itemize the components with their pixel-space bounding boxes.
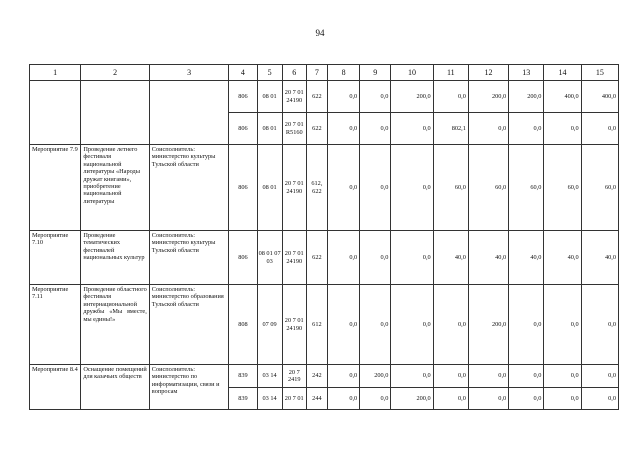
executor-cell: Соисполнитель: министерство культуры Тульской области — [149, 231, 229, 285]
value-cell: 40,0 — [468, 231, 508, 285]
value-cell: 0,0 — [544, 388, 581, 410]
grbs-cell: 806 — [229, 231, 257, 285]
value-cell: 0,0 — [433, 285, 468, 365]
value-cell: 200,0 — [509, 81, 544, 113]
measure-cell: Мероприятие 7.11 — [30, 285, 81, 365]
measure-cell — [30, 81, 81, 145]
column-header: 10 — [391, 65, 433, 81]
value-cell: 60,0 — [468, 145, 508, 231]
value-cell: 0,0 — [327, 231, 359, 285]
measure-name-cell: Проведение областного фестиваля интернациональной дружбы «Мы вместе, мы едины!» — [81, 285, 149, 365]
value-cell: 0,0 — [360, 285, 391, 365]
value-cell: 0,0 — [544, 113, 581, 145]
value-cell: 0,0 — [327, 388, 359, 410]
value-cell: 0,0 — [360, 81, 391, 113]
value-cell: 40,0 — [544, 231, 581, 285]
value-cell: 0,0 — [391, 285, 433, 365]
csr-cell: 20 7 01 R5160 — [282, 113, 306, 145]
grbs-cell: 839 — [229, 365, 257, 388]
measure-name-cell — [81, 81, 149, 145]
value-cell: 0,0 — [391, 113, 433, 145]
table-row — [30, 145, 619, 231]
measure-name-text: Проведение летнего фестиваля национальной литературы «Народы дружат книгами», приобретение национальной литературы — [83, 146, 140, 205]
value-cell: 400,0 — [581, 81, 618, 113]
value-cell: 60,0 — [509, 145, 544, 231]
vr-cell: 622 — [306, 231, 327, 285]
value-cell: 0,0 — [509, 285, 544, 365]
value-cell: 40,0 — [509, 231, 544, 285]
value-cell: 0,0 — [360, 388, 391, 410]
value-cell: 0,0 — [360, 113, 391, 145]
grbs-cell: 806 — [229, 81, 257, 113]
column-header: 11 — [433, 65, 468, 81]
table-row — [30, 231, 619, 285]
value-cell: 0,0 — [391, 231, 433, 285]
value-cell: 0,0 — [327, 81, 359, 113]
value-cell: 0,0 — [468, 365, 508, 388]
measure-cell: Мероприятие 7.10 — [30, 231, 81, 285]
measure-cell: Мероприятие 7.9 — [30, 145, 81, 231]
table-row — [30, 285, 619, 365]
csr-cell: 20 7 01 24190 — [282, 231, 306, 285]
grbs-cell: 808 — [229, 285, 257, 365]
column-header: 6 — [282, 65, 306, 81]
column-header: 7 — [306, 65, 327, 81]
value-cell: 200,0 — [391, 81, 433, 113]
value-cell: 200,0 — [468, 81, 508, 113]
section-cell: 08 01 07 03 — [257, 231, 282, 285]
value-cell: 0,0 — [544, 285, 581, 365]
value-cell: 200,0 — [360, 365, 391, 388]
value-cell: 0,0 — [360, 145, 391, 231]
vr-cell: 612, 622 — [306, 145, 327, 231]
section-cell: 03 14 — [257, 365, 282, 388]
vr-cell: 622 — [306, 81, 327, 113]
value-cell: 0,0 — [468, 113, 508, 145]
value-cell: 0,0 — [544, 365, 581, 388]
value-cell: 40,0 — [433, 231, 468, 285]
executor-cell — [149, 81, 229, 145]
executor-cell: Соисполнитель: министерство культуры Тульской области — [149, 145, 229, 231]
value-cell: 0,0 — [327, 113, 359, 145]
vr-cell: 242 — [306, 365, 327, 388]
value-cell: 0,0 — [509, 388, 544, 410]
value-cell: 60,0 — [433, 145, 468, 231]
csr-cell: 20 7 2419 — [282, 365, 306, 388]
table-row — [30, 365, 619, 388]
column-header: 9 — [360, 65, 391, 81]
value-cell: 0,0 — [509, 113, 544, 145]
csr-cell: 20 7 01 24190 — [282, 145, 306, 231]
value-cell: 0,0 — [433, 81, 468, 113]
value-cell: 200,0 — [391, 388, 433, 410]
measure-cell: Мероприятие 8.4 — [30, 365, 81, 410]
grbs-cell: 806 — [229, 145, 257, 231]
measure-name-cell — [81, 145, 149, 231]
value-cell: 0,0 — [433, 388, 468, 410]
value-cell: 200,0 — [468, 285, 508, 365]
value-cell: 400,0 — [544, 81, 581, 113]
column-header: 12 — [468, 65, 508, 81]
value-cell: 60,0 — [544, 145, 581, 231]
column-number-row — [30, 65, 619, 81]
value-cell: 0,0 — [433, 365, 468, 388]
grbs-cell: 839 — [229, 388, 257, 410]
vr-cell: 244 — [306, 388, 327, 410]
column-header: 1 — [30, 65, 81, 81]
csr-cell: 20 7 01 24190 — [282, 81, 306, 113]
vr-cell: 622 — [306, 113, 327, 145]
measure-name-cell: Проведение тематических фестивалей национальных культур — [81, 231, 149, 285]
value-cell: 0,0 — [391, 365, 433, 388]
value-cell: 0,0 — [468, 388, 508, 410]
value-cell: 802,1 — [433, 113, 468, 145]
value-cell: 0,0 — [327, 285, 359, 365]
table-row — [30, 81, 619, 113]
value-cell: 0,0 — [391, 145, 433, 231]
column-header: 3 — [149, 65, 229, 81]
value-cell: 0,0 — [581, 365, 618, 388]
executor-cell: Соисполнитель: министерство по информатизации, связи и вопросам — [149, 365, 229, 410]
column-header: 8 — [327, 65, 359, 81]
column-header: 14 — [544, 65, 581, 81]
value-cell: 0,0 — [581, 113, 618, 145]
value-cell: 40,0 — [581, 231, 618, 285]
value-cell: 0,0 — [581, 285, 618, 365]
measure-name-cell: Оснащение помещений для казачьих обществ — [81, 365, 149, 410]
csr-cell: 20 7 01 24190 — [282, 285, 306, 365]
grbs-cell: 806 — [229, 113, 257, 145]
value-cell: 0,0 — [327, 145, 359, 231]
column-header: 5 — [257, 65, 282, 81]
value-cell: 0,0 — [581, 388, 618, 410]
executor-cell: Соисполнитель: министерство образования Тульской области — [149, 285, 229, 365]
vr-cell: 612 — [306, 285, 327, 365]
value-cell: 0,0 — [509, 365, 544, 388]
section-cell: 08 01 — [257, 113, 282, 145]
column-header: 15 — [581, 65, 618, 81]
budget-table — [29, 64, 619, 410]
value-cell: 0,0 — [327, 365, 359, 388]
column-header: 4 — [229, 65, 257, 81]
column-header: 2 — [81, 65, 149, 81]
value-cell: 60,0 — [581, 145, 618, 231]
value-cell: 0,0 — [360, 231, 391, 285]
page-number: 94 — [315, 28, 325, 38]
section-cell: 08 01 — [257, 81, 282, 113]
section-cell: 08 01 — [257, 145, 282, 231]
section-cell: 03 14 — [257, 388, 282, 410]
section-cell: 07 09 — [257, 285, 282, 365]
csr-cell: 20 7 01 — [282, 388, 306, 410]
column-header: 13 — [509, 65, 544, 81]
